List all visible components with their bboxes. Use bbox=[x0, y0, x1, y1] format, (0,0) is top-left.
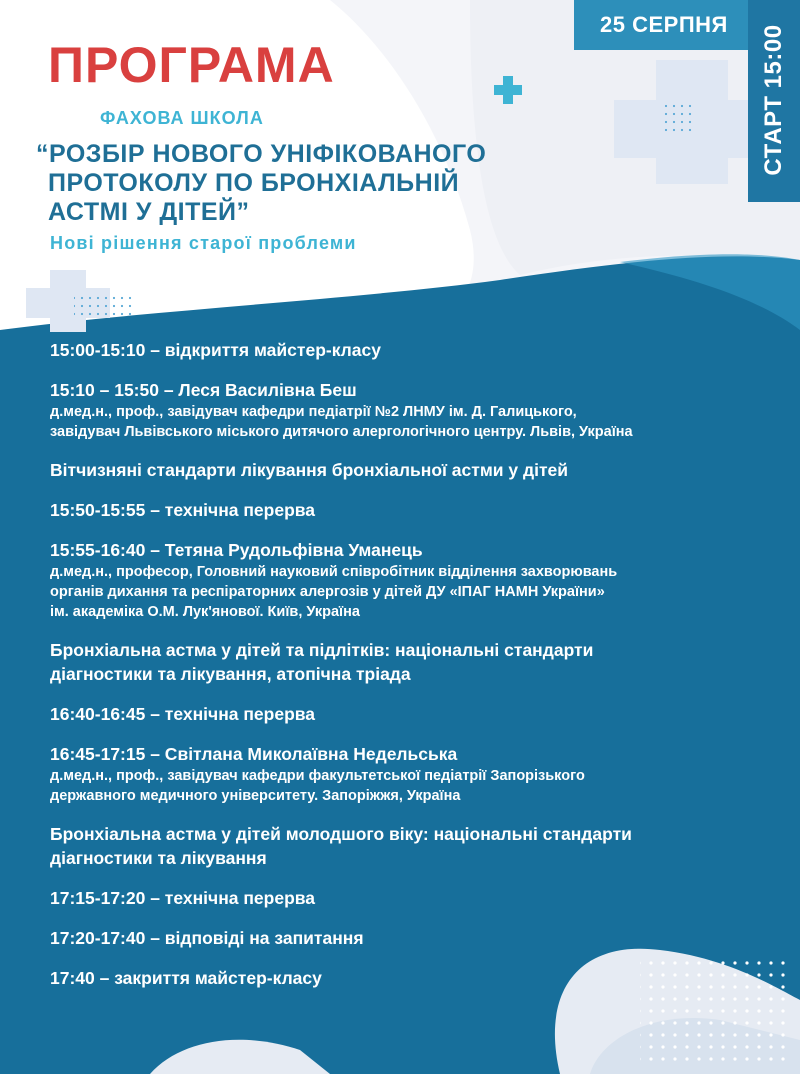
speaker-time: 16:45-17:15 – Світлана Миколаївна Недельська bbox=[50, 744, 458, 764]
qa-time: 17:20-17:40 – відповіді на запитання bbox=[50, 928, 364, 948]
dot-grid-decoration bbox=[74, 292, 134, 318]
topic-line: “РОЗБІР НОВОГО УНІФІКОВАНОГО bbox=[36, 140, 487, 168]
speaker-credentials bbox=[50, 562, 780, 622]
lecture-topic bbox=[50, 458, 780, 482]
page-title: ПРОГРАМА bbox=[48, 37, 335, 93]
break-time: 15:50-15:55 – технічна перерва bbox=[50, 500, 316, 520]
schedule-item bbox=[50, 338, 780, 362]
schedule-list bbox=[50, 338, 780, 1006]
speaker-credentials bbox=[50, 402, 780, 442]
lecture-topic bbox=[50, 638, 780, 686]
credentials-line: органів дихання та респіраторних алергозів у дітей ДУ «ІПАГ НАМН України» bbox=[50, 584, 605, 600]
speaker-time: 15:10 – 15:50 – Леся Василівна Беш bbox=[50, 380, 357, 400]
credentials-line: д.мед.н., професор, Головний науковий співробітник відділення захворювань bbox=[50, 564, 618, 580]
schedule-item bbox=[50, 378, 780, 442]
schedule-item bbox=[50, 538, 780, 622]
speaker-time: 15:55-16:40 – Тетяна Рудольфівна Уманець bbox=[50, 540, 423, 560]
credentials-line: д.мед.н., проф., завідувач кафедри педіатрії №2 ЛНМУ ім. Д. Галицького, bbox=[50, 404, 577, 420]
schedule-item bbox=[50, 742, 780, 806]
credentials-line: завідувач Львівського міського дитячого алергологічного центру. Львів, Україна bbox=[50, 424, 633, 440]
break-time: 17:15-17:20 – технічна перерва bbox=[50, 888, 316, 908]
lecture-topic bbox=[50, 822, 780, 870]
speaker-credentials bbox=[50, 766, 780, 806]
topic-line: Вітчизняні стандарти лікування бронхіальної астми у дітей bbox=[50, 460, 569, 480]
schedule-item bbox=[50, 498, 780, 522]
topic-line: АСТМІ У ДІТЕЙ” bbox=[48, 198, 250, 226]
closing-time: 17:40 – закриття майстер-класу bbox=[50, 968, 322, 988]
topic-line: ПРОТОКОЛУ ПО БРОНХІАЛЬНІЙ bbox=[48, 169, 460, 197]
date-text: 25 СЕРПНЯ bbox=[600, 12, 728, 37]
credentials-line: ім. академіка О.М. Лук'янової. Київ, Україна bbox=[50, 604, 360, 620]
break-time: 16:40-16:45 – технічна перерва bbox=[50, 704, 316, 724]
topic-line: діагностики та лікування, атопічна тріада bbox=[50, 664, 411, 684]
schedule-item bbox=[50, 926, 780, 950]
credentials-line: державного медичного університету. Запоріжжя, Україна bbox=[50, 788, 461, 804]
start-time-text: СТАРТ 15:00 bbox=[760, 24, 787, 176]
topic-line: діагностики та лікування bbox=[50, 848, 267, 868]
subtitle: Нові рішення старої проблеми bbox=[50, 233, 357, 253]
schedule-item bbox=[50, 886, 780, 910]
schedule-item bbox=[50, 702, 780, 726]
schedule-time: 15:00-15:10 – відкриття майстер-класу bbox=[50, 340, 381, 360]
topic-line: Бронхіальна астма у дітей молодшого віку: національні стандарти bbox=[50, 824, 632, 844]
credentials-line: д.мед.н., проф., завідувач кафедри факультетської педіатрії Запорізького bbox=[50, 768, 585, 784]
schedule-item bbox=[50, 966, 780, 990]
school-label: ФАХОВА ШКОЛА bbox=[100, 108, 264, 128]
topic-title bbox=[36, 140, 556, 227]
topic-line: Бронхіальна астма у дітей та підлітків: національні стандарти bbox=[50, 640, 594, 660]
